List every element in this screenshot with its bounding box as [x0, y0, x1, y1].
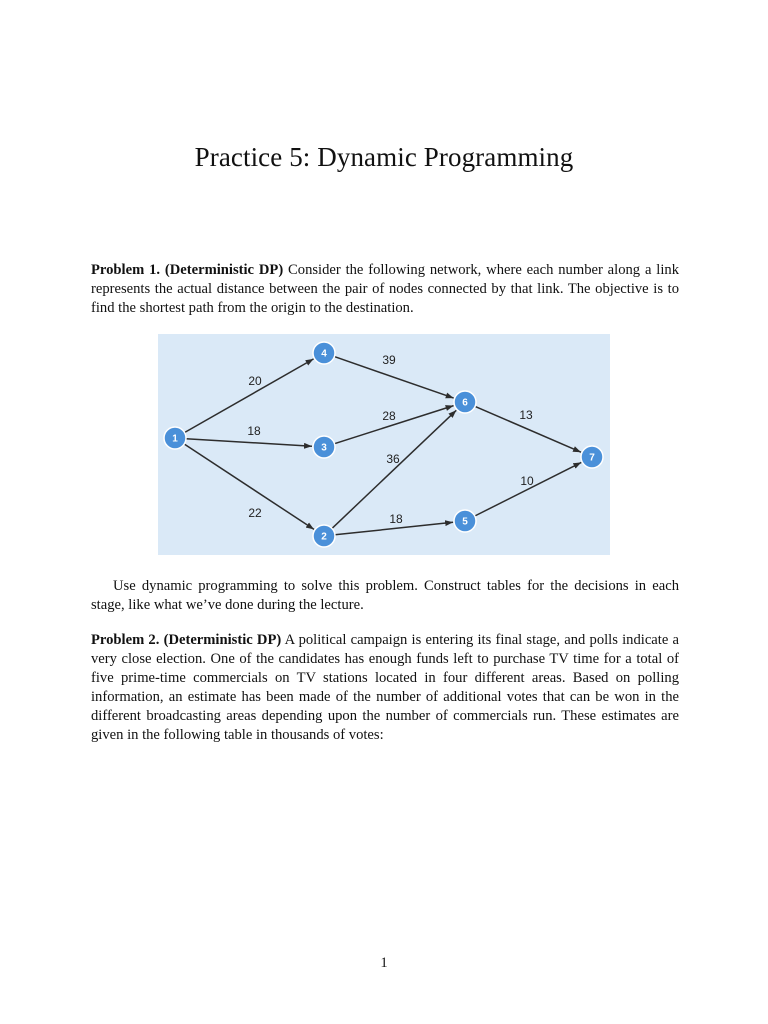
node-label-7: 7 — [589, 452, 595, 464]
network-figure — [158, 334, 610, 555]
page-number: 1 — [380, 955, 388, 971]
edge-weight-4-6: 39 — [382, 353, 396, 367]
network-diagram — [158, 334, 610, 555]
edge-weight-6-7: 13 — [519, 408, 533, 422]
problem-1-followup: Use dynamic programming to solve this problem. Construct tables for the decisions in each stage, like what we’ve done during the lecture. — [91, 578, 679, 613]
problem-1-text: Consider the following network, where each number along a link represents the actual distance between the pair of nodes connected by that link. The objective is to find the shortest path from the origin to the destination. — [91, 262, 679, 316]
node-5 — [454, 510, 476, 532]
node-1 — [164, 427, 186, 449]
node-label-2: 2 — [321, 531, 327, 543]
node-7 — [581, 446, 603, 468]
edge-weight-3-6: 28 — [382, 409, 396, 423]
problem-2-paragraph — [91, 631, 679, 745]
edge-weight-2-6: 36 — [386, 452, 400, 466]
node-6 — [454, 391, 476, 413]
node-3 — [313, 436, 335, 458]
node-4 — [313, 342, 335, 364]
edge-2-6 — [332, 410, 456, 528]
node-2 — [313, 525, 335, 547]
node-label-6: 6 — [462, 397, 468, 409]
page-title: Practice 5: Dynamic Programming — [194, 142, 574, 172]
node-label-3: 3 — [321, 442, 327, 454]
edge-weight-1-4: 20 — [248, 374, 262, 388]
node-label-1: 1 — [172, 433, 178, 445]
edge-weight-1-3: 18 — [247, 424, 261, 438]
edge-weight-1-2: 22 — [248, 506, 262, 520]
edge-weight-5-7: 10 — [520, 474, 534, 488]
problem-1-label: Problem 1. (Deterministic DP) — [91, 262, 284, 278]
edge-1-3 — [186, 439, 312, 447]
edge-weight-2-5: 18 — [389, 512, 403, 526]
edge-5-7 — [475, 462, 582, 516]
node-label-4: 4 — [321, 348, 327, 360]
problem-1-paragraph — [91, 261, 679, 318]
problem-2-text: A political campaign is entering its final stage, and polls indicate a very close election. One of the candidates has enough funds left to purchase TV time for a total of five prime-time commercials on TV stations located in four different areas. Based on polling information, an estimate has been made of the number of additional votes that can be won in the different broadcasting areas depending upon the number of commercials run. These estimates are given in the following table in thousands of votes: — [91, 632, 679, 743]
node-label-5: 5 — [462, 516, 468, 528]
problem-2-label: Problem 2. (Deterministic DP) — [91, 632, 282, 648]
edge-1-4 — [185, 359, 314, 433]
